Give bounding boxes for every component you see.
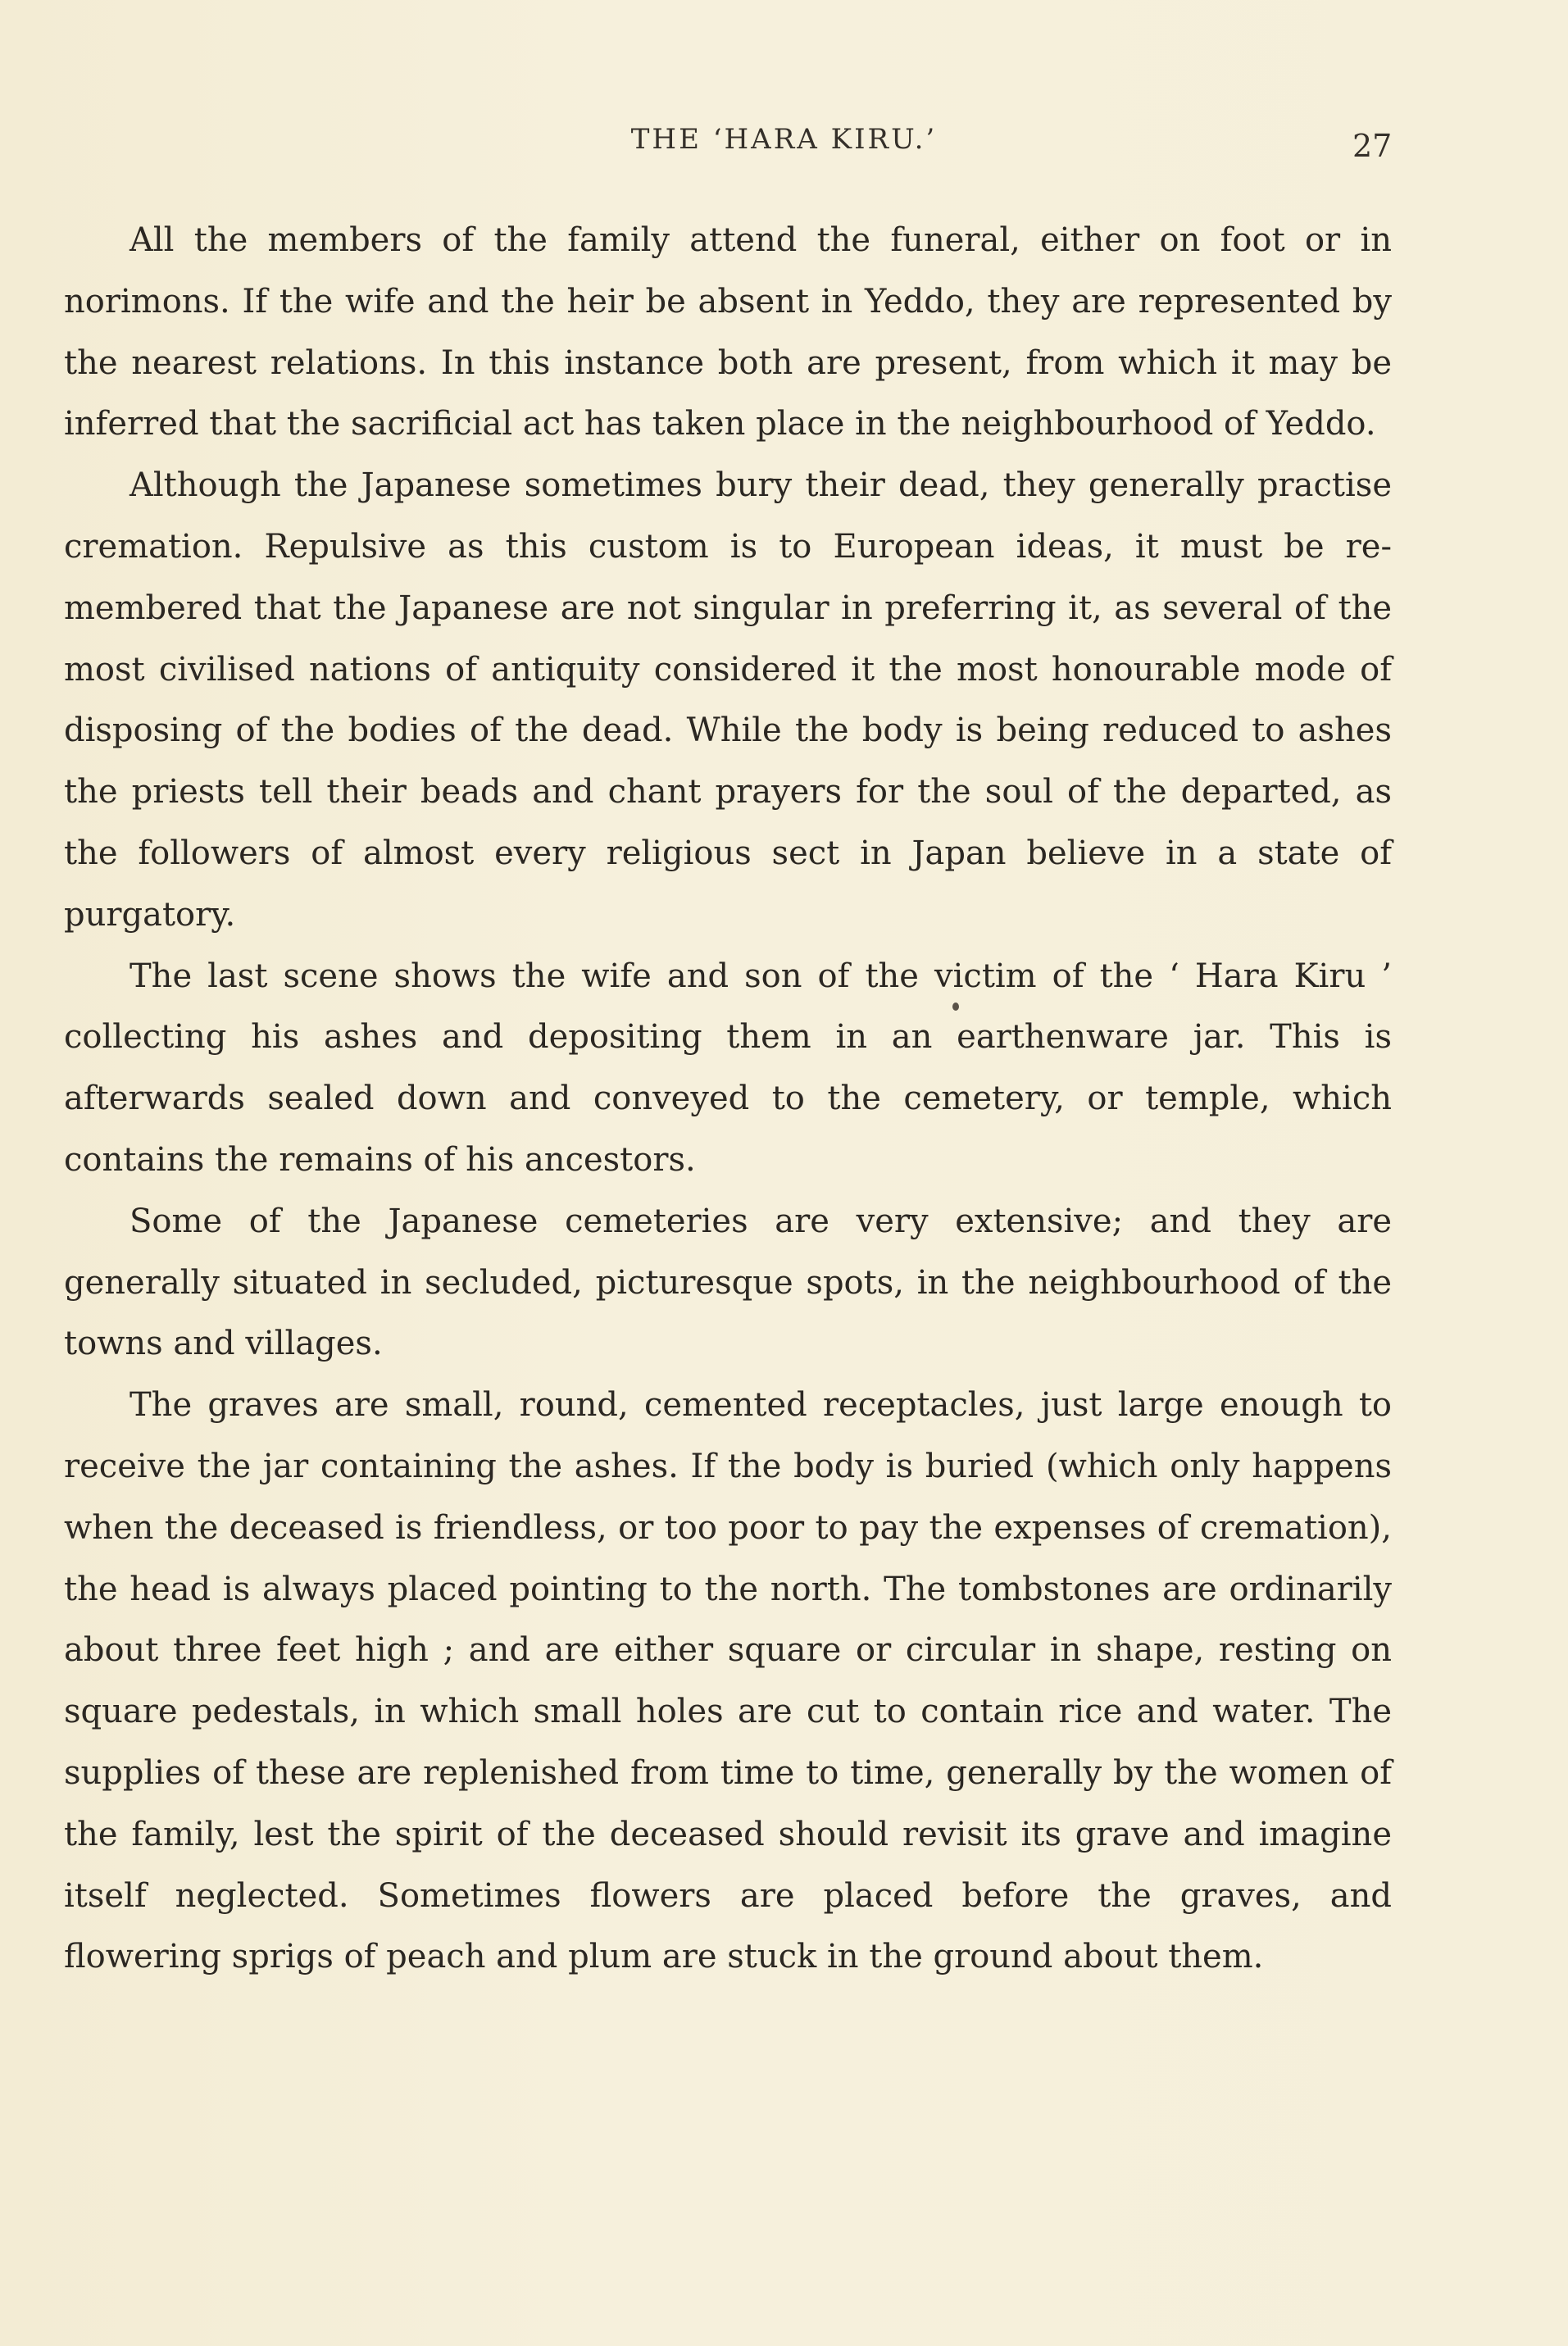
paragraph-cemeteries: Some of the Japanese cemeteries are very extensive; and they are generally situated in secluded, picturesque spots, in the neighbourhood of the towns and villages.	[64, 1202, 1392, 1363]
body-text	[64, 210, 1392, 1988]
paragraph-funeral: All the members of the family attend the funeral, either on foot or in norimons. If the wife and the heir be absent in Yeddo, they are represented by the nearest relations. In this instance both are present, from which it may be inferred that the sacrificial act has taken place in the neighbourhood of Yeddo.	[64, 221, 1392, 443]
running-head: THE ‘HARA KIRU.’	[630, 123, 938, 156]
paragraph-last-scene: The last scene shows the wife and son of the victim of the ‘ Hara Kiru ’ collecting his ashes and depositing them in an earthenware jar. This is afterwards sealed down and conveyed to the cemetery, or temple, which contains the remains of his ancestors.	[64, 957, 1392, 1179]
paragraph-graves: The graves are small, round, cemented receptacles, just large enough to receive the jar containing the ashes. If the body is buried (which only happens when the deceased is friendless, or too poor to pay the expenses of cremation), the head is always placed pointing to the north. The tombstones are ordinarily about three feet high ; and are either square or circular in shape, resting on square pedestals, in which small holes are cut to contain rice and water. The supplies of these are replenished from time to time, generally by the women of the family, lest the spirit of the deceased should revisit its grave and imagine itself neglected. Sometimes flowers are placed before the graves, and flowering sprigs of peach and plum are stuck in the ground about them.	[64, 1386, 1392, 1976]
page-number: 27	[1352, 128, 1393, 164]
ink-speck	[952, 1003, 959, 1011]
paragraph-cremation: Although the Japanese sometimes bury their dead, they generally practise cremation. Repulsive as this custom is to European ideas, it must be re-membered that the Japanese are not singular in preferring it, as several of the most civilised nations of antiquity considered it the most honourable mode of disposing of the bodies of the dead. While the body is being reduced to ashes the priests tell their beads and chant prayers for the soul of the departed, as the followers of almost every religious sect in Japan believe in a state of purgatory.	[64, 466, 1392, 934]
